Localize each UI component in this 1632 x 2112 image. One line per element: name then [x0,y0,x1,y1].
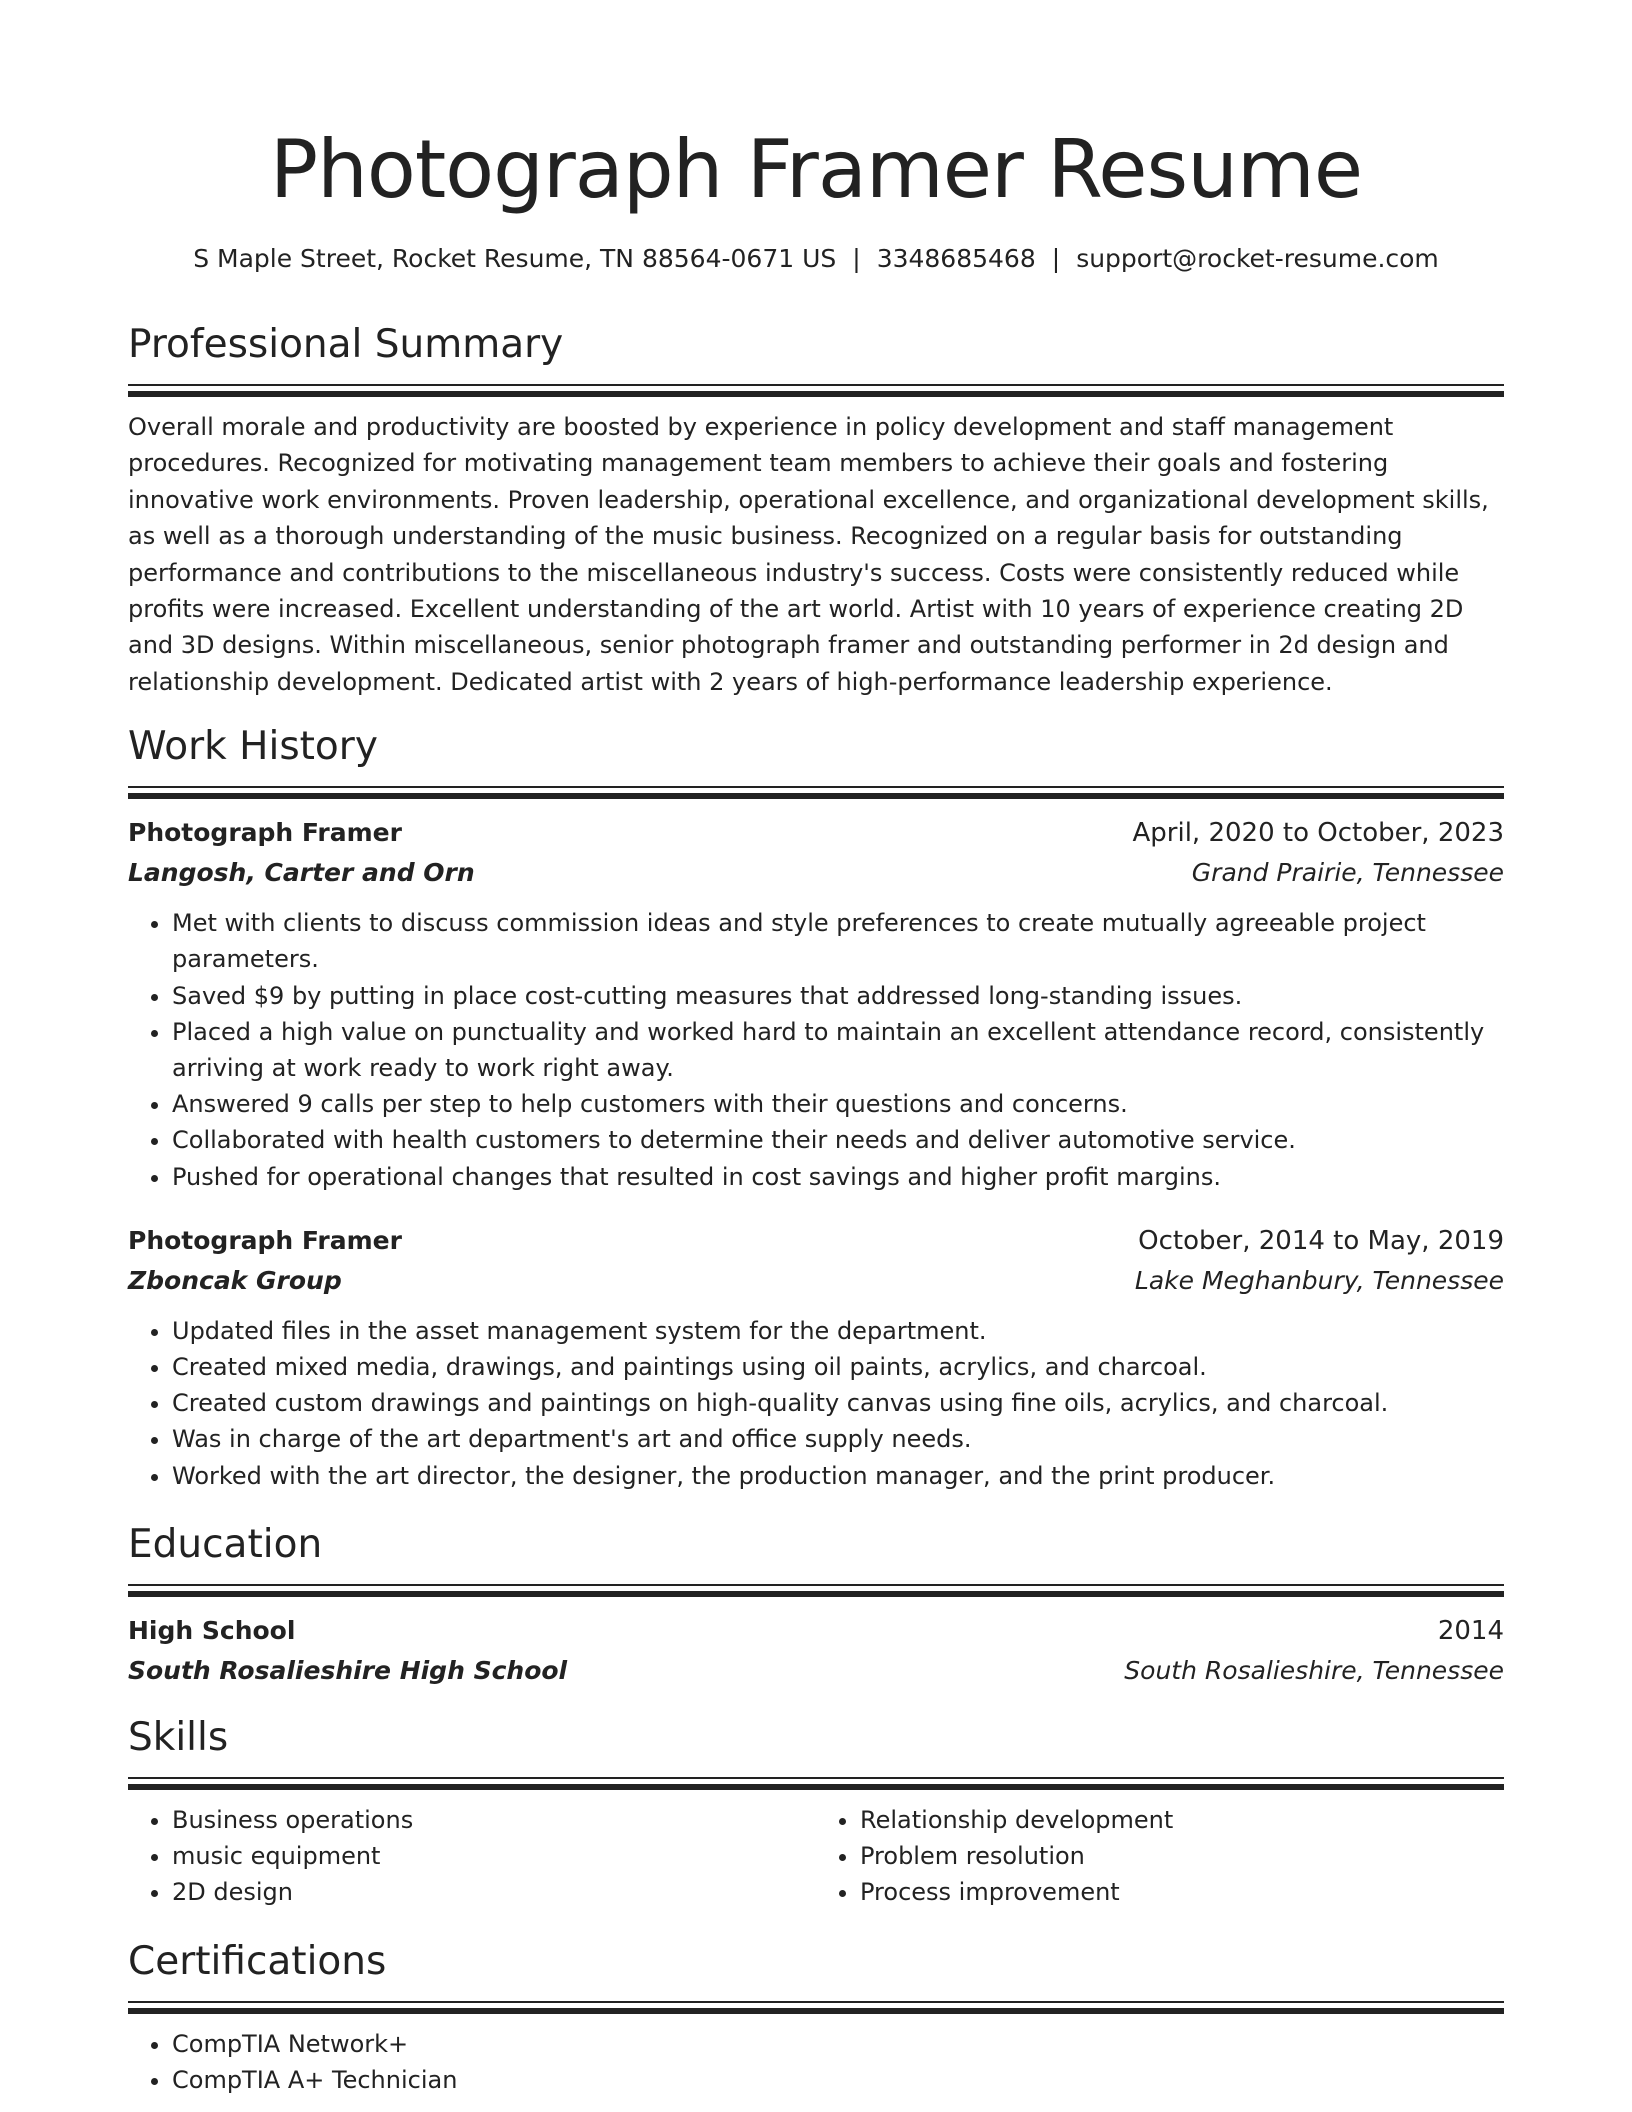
section-heading-education: Education [128,1521,323,1567]
section-divider [128,1777,1504,1790]
job-company: Zboncak Group [128,1265,342,1295]
section-divider [128,786,1504,799]
list-item: • Problem resolution [860,1838,1504,1874]
contact-separator: | [1051,244,1061,273]
section-heading-work-history: Work History [128,724,378,770]
list-item: • Business operations [172,1802,816,1838]
job-dates: April, 2020 to October, 2023 [1132,818,1504,849]
skills-list-right [816,1802,1504,1911]
list-item: • CompTIA A+ Technician [172,2062,1504,2098]
skills-grid [128,1790,1504,1911]
job-header [128,1221,1504,1261]
job-subheader [128,853,1504,893]
job-header [128,813,1504,853]
education-section [128,1520,1504,1691]
contact-email[interactable]: support@rocket-resume.com [1076,244,1439,273]
job-subheader [128,1261,1504,1301]
job-title: Photograph Framer [128,818,402,848]
job-location: Lake Meghanbury, Tennessee [1134,1265,1504,1295]
list-item: • Saved $9 by putting in place cost-cutting measures that addressed long-standing issues. [172,978,1504,1014]
contact-line [128,242,1504,276]
education-subheader [128,1651,1504,1691]
section-divider [128,1584,1504,1597]
education-year: 2014 [1437,1615,1504,1646]
list-item: • music equipment [172,1838,816,1874]
list-item: • Created mixed media, drawings, and paintings using oil paints, acrylics, and charcoal. [172,1349,1504,1385]
summary-text: Overall morale and productivity are boosted by experience in policy development and staff management procedures. Recognized for motivating management team members to achieve their goals and fostering innovative work environments. Proven leadership, operational excellence, and organizational development skills, as well as a thorough understanding of the music business. Recognized on a regular basis for outstanding performance and contributions to the miscellaneous industry's success. Costs were consistently reduced while profits were increased. Excellent understanding of the art world. Artist with 10 years of experience creating 2D and 3D designs. Within miscellaneous, senior photograph framer and outstanding performer in 2d design and relationship development. Dedicated artist with 2 years of high-performance leadership experience. [128,413,1489,696]
education-entry [128,1611,1504,1691]
contact-phone: 3348685468 [876,244,1036,273]
job-bullet-list [128,1313,1504,1494]
section-heading-summary: Professional Summary [128,322,564,367]
list-item: • 2D design [172,1874,816,1910]
list-item: • Placed a high value on punctuality and worked hard to maintain an excellent attendance record, consistently arriving at work ready to work right away. [172,1014,1504,1086]
education-header [128,1611,1504,1651]
list-item: • Created custom drawings and paintings on high-quality canvas using fine oils, acrylics, and charcoal. [172,1385,1504,1421]
job-title: Photograph Framer [128,1225,402,1255]
job-company: Langosh, Carter and Orn [128,858,475,888]
job-location: Grand Prairie, Tennessee [1191,858,1504,888]
section-heading-skills: Skills [128,1714,229,1760]
contact-separator: | [852,244,861,273]
skills-section [128,1713,1504,1911]
work-history-section [128,722,1504,1494]
section-divider [128,2001,1504,2014]
list-item: • Updated files in the asset management system for the department. [172,1313,1504,1349]
job-dates: October, 2014 to May, 2019 [1138,1225,1504,1256]
job-entry [128,1221,1504,1494]
job-bullet-list [128,905,1504,1195]
resume-title: Photograph Framer Resume [269,123,1363,216]
summary-section [128,320,1504,700]
skills-list-left [128,1802,816,1911]
list-item: • Answered 9 calls per step to help customers with their questions and concerns. [172,1086,1504,1122]
section-divider [128,384,1504,397]
list-item: • Was in charge of the art department's art and office supply needs. [172,1421,1504,1457]
education-school: South Rosalieshire High School [128,1655,568,1685]
list-item: • Met with clients to discuss commission ideas and style preferences to create mutually agreeable project parameters. [172,905,1504,977]
education-location: South Rosalieshire, Tennessee [1124,1655,1504,1685]
list-item: • Collaborated with health customers to determine their needs and deliver automotive service. [172,1122,1504,1158]
list-item: • Process improvement [860,1874,1504,1910]
job-entry [128,813,1504,1195]
list-item: • CompTIA Network+ [172,2026,1504,2062]
list-item: • Pushed for operational changes that resulted in cost savings and higher profit margins. [172,1159,1504,1195]
certifications-list [128,2026,1504,2098]
section-heading-certifications: Certifications [128,1938,387,1984]
education-degree: High School [128,1615,296,1645]
contact-address: S Maple Street, Rocket Resume, TN 88564-0671 US [193,244,837,273]
list-item: • Worked with the art director, the designer, the production manager, and the print producer. [172,1458,1504,1494]
list-item: • Relationship development [860,1802,1504,1838]
certifications-section [128,1937,1504,2098]
